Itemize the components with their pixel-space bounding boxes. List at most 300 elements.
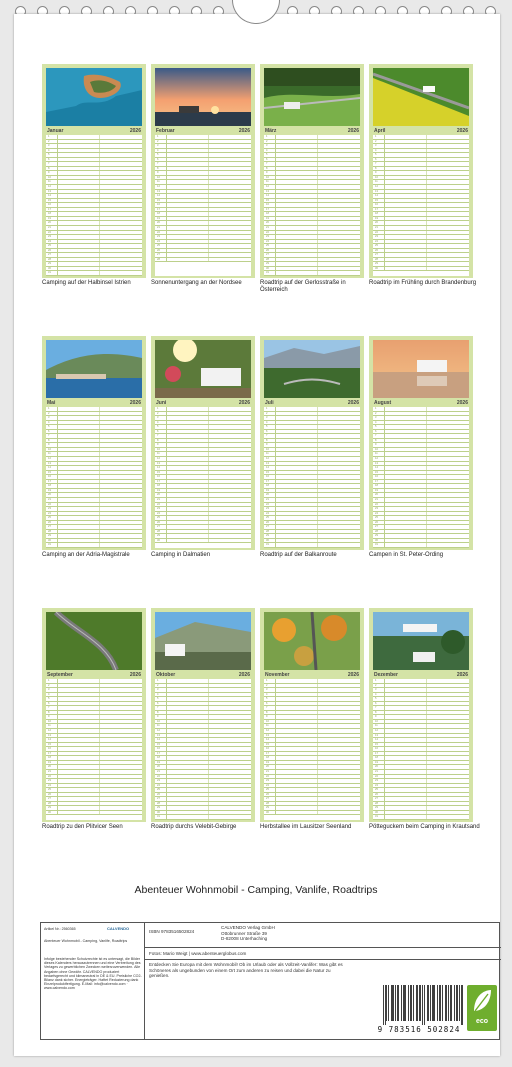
day-number: 17 bbox=[375, 751, 378, 755]
day-number: 26 bbox=[375, 248, 378, 252]
day-number: 7 bbox=[266, 706, 268, 710]
day-number: 19 bbox=[48, 488, 51, 492]
day-number: 23 bbox=[266, 507, 269, 511]
barcode-bar bbox=[393, 985, 394, 1021]
day-number: 22 bbox=[157, 502, 160, 506]
barcode bbox=[373, 985, 465, 1035]
day-number: 7 bbox=[375, 434, 377, 438]
month-card bbox=[151, 64, 255, 278]
day-number: 14 bbox=[157, 194, 160, 198]
day-number: 30 bbox=[375, 538, 378, 542]
day-number: 13 bbox=[157, 733, 160, 737]
day-number: 18 bbox=[48, 756, 51, 760]
day-number: 4 bbox=[375, 420, 377, 424]
barcode-bar bbox=[405, 985, 406, 1021]
day-number: 17 bbox=[48, 479, 51, 483]
day-number: 8 bbox=[266, 166, 268, 170]
day-number: 25 bbox=[266, 516, 269, 520]
day-number: 5 bbox=[375, 697, 377, 701]
day-number: 14 bbox=[375, 466, 378, 470]
day-number: 14 bbox=[266, 466, 269, 470]
day-number: 20 bbox=[266, 493, 269, 497]
day-number: 15 bbox=[157, 470, 160, 474]
barcode-bar bbox=[439, 985, 440, 1021]
barcode-bar bbox=[398, 985, 399, 1021]
day-number: 20 bbox=[266, 765, 269, 769]
month-year: 2026 bbox=[347, 128, 359, 134]
day-number: 17 bbox=[157, 207, 160, 211]
month-header bbox=[373, 399, 469, 407]
day-number: 21 bbox=[157, 497, 160, 501]
day-number: 1 bbox=[157, 407, 159, 410]
day-number: 25 bbox=[157, 516, 160, 520]
day-number: 11 bbox=[266, 180, 269, 184]
barcode-bars bbox=[383, 985, 463, 1025]
day-number: 25 bbox=[48, 788, 51, 792]
day-number: 16 bbox=[157, 203, 160, 207]
legal-text: Infolge bestehender Schutzrechte ist es untersagt, die Bilder dieses Kalenders herauszutrennen und eine Verbreitung des Verlages zu gewerblichen Zwecken weiterzuverwenden. Alle Angaben ohne Gewähr. CALVENDO produziert bedarfsgerecht und klimaneutral in DE & EU. Preisliche CO2-Bilanz dank sicher. Energieträger. Haftet Reduzierung dank Einzelproduktfertigung. E-Mail: info@calvendo.com · www.calvendo.com bbox=[44, 957, 142, 991]
day-number: 9 bbox=[266, 715, 268, 719]
day-number: 9 bbox=[266, 171, 268, 175]
day-number: 17 bbox=[266, 751, 269, 755]
day-row bbox=[264, 811, 360, 816]
day-grid bbox=[155, 135, 251, 276]
day-row bbox=[155, 539, 251, 544]
day-number: 23 bbox=[48, 779, 51, 783]
month-header bbox=[155, 671, 251, 679]
description: Entdecken Sie Europa mit dem Wohnmobil! Ob im Urlaub oder als Vollzeit-Vanlifer: Was gibt es Schöneres als ungebunden von einem Ort zum anderen zu reisen und dabei die Natur zu genießen. bbox=[149, 962, 343, 979]
day-number: 3 bbox=[266, 144, 268, 148]
day-number: 31 bbox=[375, 815, 378, 819]
day-number: 6 bbox=[375, 429, 377, 433]
day-number: 20 bbox=[375, 765, 378, 769]
day-number: 6 bbox=[157, 429, 159, 433]
day-number: 25 bbox=[157, 244, 160, 248]
month-year: 2026 bbox=[347, 672, 359, 678]
day-number: 9 bbox=[266, 443, 268, 447]
day-number: 2 bbox=[266, 683, 268, 687]
day-number: 23 bbox=[157, 235, 160, 239]
day-number: 10 bbox=[266, 447, 269, 451]
day-number: 15 bbox=[375, 742, 378, 746]
day-number: 2 bbox=[375, 683, 377, 687]
day-number: 10 bbox=[48, 719, 51, 723]
day-number: 20 bbox=[48, 765, 51, 769]
month-card bbox=[369, 64, 473, 278]
month-name: Juni bbox=[156, 400, 167, 406]
day-grid bbox=[264, 679, 360, 820]
day-number: 2 bbox=[375, 139, 377, 143]
day-number: 28 bbox=[266, 801, 269, 805]
day-grid bbox=[373, 135, 469, 276]
day-number: 23 bbox=[375, 507, 378, 511]
day-number: 6 bbox=[266, 429, 268, 433]
day-number: 5 bbox=[48, 697, 50, 701]
day-number: 25 bbox=[48, 516, 51, 520]
day-number: 25 bbox=[48, 244, 51, 248]
publisher-line: Ottobrunner Straße 39 bbox=[221, 930, 267, 936]
divider bbox=[145, 959, 501, 960]
month-year: 2026 bbox=[456, 128, 468, 134]
day-number: 26 bbox=[266, 248, 269, 252]
day-number: 25 bbox=[375, 516, 378, 520]
day-number: 9 bbox=[375, 715, 377, 719]
barcode-bar bbox=[422, 985, 423, 1025]
month-name: Februar bbox=[156, 128, 175, 134]
day-number: 1 bbox=[48, 679, 50, 682]
day-number: 21 bbox=[375, 497, 378, 501]
day-number: 24 bbox=[266, 783, 269, 787]
day-number: 16 bbox=[266, 475, 269, 479]
month-name: April bbox=[374, 128, 386, 134]
day-number: 28 bbox=[48, 801, 51, 805]
day-number: 22 bbox=[375, 230, 378, 234]
day-number: 10 bbox=[157, 447, 160, 451]
day-number: 7 bbox=[375, 706, 377, 710]
day-number: 8 bbox=[266, 710, 268, 714]
barcode-bar bbox=[434, 985, 435, 1021]
day-number: 28 bbox=[266, 257, 269, 261]
day-number: 5 bbox=[48, 153, 50, 157]
day-number: 13 bbox=[266, 733, 269, 737]
day-number: 27 bbox=[266, 525, 269, 529]
barcode-bar bbox=[417, 985, 418, 1021]
day-number: 18 bbox=[266, 212, 269, 216]
day-number: 14 bbox=[375, 194, 378, 198]
month-card bbox=[151, 608, 255, 822]
day-number: 18 bbox=[375, 756, 378, 760]
month-card bbox=[260, 336, 364, 550]
barcode-bar bbox=[401, 985, 402, 1021]
month-year: 2026 bbox=[129, 400, 141, 406]
day-number: 29 bbox=[266, 262, 269, 266]
day-number: 26 bbox=[375, 520, 378, 524]
day-grid bbox=[155, 679, 251, 820]
day-number: 24 bbox=[375, 511, 378, 515]
day-number: 2 bbox=[375, 411, 377, 415]
day-number: 2 bbox=[48, 411, 50, 415]
day-number: 16 bbox=[266, 747, 269, 751]
day-row bbox=[155, 258, 251, 263]
month-year: 2026 bbox=[238, 128, 250, 134]
day-number: 7 bbox=[48, 706, 50, 710]
day-number: 29 bbox=[157, 534, 160, 538]
day-number: 19 bbox=[48, 216, 51, 220]
day-number: 10 bbox=[375, 719, 378, 723]
month-card bbox=[42, 608, 146, 822]
day-number: 26 bbox=[48, 792, 51, 796]
day-number: 20 bbox=[157, 493, 160, 497]
day-number: 3 bbox=[48, 144, 50, 148]
day-number: 23 bbox=[157, 507, 160, 511]
month-card bbox=[369, 336, 473, 550]
day-number: 31 bbox=[48, 271, 51, 275]
day-number: 26 bbox=[48, 520, 51, 524]
month-year: 2026 bbox=[129, 672, 141, 678]
month-caption: Roadtrip auf der Gerlosstraße in Österreich bbox=[260, 280, 346, 293]
day-number: 27 bbox=[266, 253, 269, 257]
day-number: 24 bbox=[157, 239, 160, 243]
day-number: 26 bbox=[375, 792, 378, 796]
day-number: 30 bbox=[48, 538, 51, 542]
day-number: 25 bbox=[375, 244, 378, 248]
barcode-bar bbox=[448, 985, 449, 1021]
month-caption: Camping in Dalmatien bbox=[151, 552, 211, 558]
month-caption: Herbstallee im Lausitzer Seenland bbox=[260, 824, 352, 830]
day-number: 23 bbox=[157, 779, 160, 783]
day-number: 24 bbox=[48, 511, 51, 515]
day-number: 20 bbox=[375, 493, 378, 497]
month-name: Januar bbox=[47, 128, 64, 134]
barcode-bar bbox=[432, 985, 433, 1021]
day-number: 16 bbox=[375, 747, 378, 751]
day-number: 22 bbox=[157, 230, 160, 234]
barcode-bar bbox=[428, 985, 429, 1021]
day-number: 8 bbox=[375, 438, 377, 442]
day-number: 26 bbox=[48, 248, 51, 252]
day-row bbox=[264, 271, 360, 276]
day-number: 3 bbox=[48, 416, 50, 420]
day-number: 19 bbox=[266, 216, 269, 220]
day-number: 13 bbox=[48, 461, 51, 465]
day-number: 15 bbox=[48, 742, 51, 746]
day-number: 16 bbox=[157, 747, 160, 751]
day-grid bbox=[155, 407, 251, 548]
day-number: 19 bbox=[266, 488, 269, 492]
day-number: 28 bbox=[157, 257, 160, 261]
day-number: 19 bbox=[157, 488, 160, 492]
month-photo bbox=[373, 340, 469, 398]
day-number: 21 bbox=[375, 225, 378, 229]
day-number: 11 bbox=[157, 452, 160, 456]
month-name: März bbox=[265, 128, 277, 134]
day-number: 27 bbox=[157, 253, 160, 257]
article-number: Artikel Nr.: 2560365 bbox=[44, 927, 76, 931]
month-header bbox=[264, 671, 360, 679]
day-number: 21 bbox=[375, 769, 378, 773]
day-number: 28 bbox=[48, 529, 51, 533]
month-card bbox=[369, 608, 473, 822]
day-number: 29 bbox=[266, 806, 269, 810]
barcode-bar bbox=[454, 985, 455, 1021]
day-number: 23 bbox=[48, 507, 51, 511]
month-photo bbox=[264, 340, 360, 398]
month-name: Oktober bbox=[156, 672, 176, 678]
day-number: 7 bbox=[157, 434, 159, 438]
day-number: 3 bbox=[266, 688, 268, 692]
month-caption: Camping auf der Halbinsel Istrien bbox=[42, 280, 131, 286]
day-number: 20 bbox=[48, 221, 51, 225]
eco-label: eco bbox=[475, 1018, 489, 1025]
day-number: 5 bbox=[266, 153, 268, 157]
day-number: 19 bbox=[266, 760, 269, 764]
month-header bbox=[155, 399, 251, 407]
barcode-bar bbox=[462, 985, 463, 1025]
day-number: 25 bbox=[157, 788, 160, 792]
barcode-bar bbox=[385, 985, 386, 1025]
day-number: 6 bbox=[48, 701, 50, 705]
month-year: 2026 bbox=[456, 400, 468, 406]
month-photo bbox=[264, 612, 360, 670]
day-number: 16 bbox=[375, 203, 378, 207]
day-number: 27 bbox=[375, 253, 378, 257]
day-number: 30 bbox=[266, 538, 269, 542]
day-number: 31 bbox=[375, 543, 378, 547]
day-number: 30 bbox=[157, 538, 160, 542]
day-number: 15 bbox=[266, 470, 269, 474]
day-number: 11 bbox=[375, 180, 378, 184]
day-number: 13 bbox=[375, 189, 378, 193]
day-number: 5 bbox=[266, 425, 268, 429]
day-number: 4 bbox=[375, 148, 377, 152]
day-number: 28 bbox=[48, 257, 51, 261]
day-number: 22 bbox=[375, 502, 378, 506]
day-number: 23 bbox=[266, 235, 269, 239]
day-number: 6 bbox=[266, 157, 268, 161]
day-number: 22 bbox=[48, 774, 51, 778]
day-number: 13 bbox=[157, 461, 160, 465]
day-number: 1 bbox=[157, 679, 159, 682]
day-number: 6 bbox=[375, 157, 377, 161]
barcode-number: 9 783516 502824 bbox=[377, 1025, 461, 1034]
barcode-bar bbox=[437, 985, 438, 1021]
month-name: November bbox=[265, 672, 290, 678]
barcode-bar bbox=[395, 985, 396, 1021]
day-number: 15 bbox=[266, 742, 269, 746]
barcode-bar bbox=[408, 985, 409, 1021]
month-year: 2026 bbox=[347, 400, 359, 406]
day-number: 27 bbox=[157, 797, 160, 801]
day-number: 18 bbox=[48, 212, 51, 216]
day-number: 9 bbox=[375, 443, 377, 447]
day-number: 4 bbox=[266, 148, 268, 152]
day-row bbox=[264, 543, 360, 548]
day-number: 13 bbox=[266, 461, 269, 465]
day-number: 27 bbox=[48, 525, 51, 529]
day-number: 1 bbox=[266, 407, 268, 410]
day-number: 8 bbox=[48, 166, 50, 170]
day-number: 14 bbox=[48, 466, 51, 470]
day-row bbox=[373, 543, 469, 548]
day-number: 30 bbox=[375, 266, 378, 270]
day-number: 28 bbox=[375, 801, 378, 805]
day-number: 1 bbox=[48, 135, 50, 138]
day-number: 14 bbox=[157, 738, 160, 742]
day-number: 7 bbox=[157, 706, 159, 710]
day-number: 16 bbox=[266, 203, 269, 207]
day-number: 22 bbox=[48, 230, 51, 234]
day-number: 30 bbox=[48, 810, 51, 814]
day-number: 9 bbox=[375, 171, 377, 175]
day-number: 24 bbox=[48, 783, 51, 787]
day-number: 29 bbox=[375, 262, 378, 266]
day-grid bbox=[373, 407, 469, 548]
day-number: 17 bbox=[48, 207, 51, 211]
month-card bbox=[260, 64, 364, 278]
publisher-line: CALVENDO Verlag GmbH bbox=[221, 925, 275, 930]
day-number: 5 bbox=[157, 697, 159, 701]
month-year: 2026 bbox=[238, 400, 250, 406]
day-number: 29 bbox=[48, 806, 51, 810]
day-number: 24 bbox=[157, 783, 160, 787]
day-number: 24 bbox=[48, 239, 51, 243]
day-number: 11 bbox=[375, 724, 378, 728]
day-number: 12 bbox=[375, 729, 378, 733]
day-number: 1 bbox=[266, 679, 268, 682]
day-number: 25 bbox=[266, 788, 269, 792]
day-number: 4 bbox=[157, 692, 159, 696]
day-number: 16 bbox=[48, 747, 51, 751]
day-number: 15 bbox=[266, 198, 269, 202]
day-number: 1 bbox=[48, 407, 50, 410]
day-number: 4 bbox=[48, 148, 50, 152]
day-number: 6 bbox=[157, 157, 159, 161]
day-number: 10 bbox=[157, 719, 160, 723]
day-number: 2 bbox=[157, 139, 159, 143]
day-number: 27 bbox=[266, 797, 269, 801]
day-number: 30 bbox=[375, 810, 378, 814]
day-number: 29 bbox=[48, 262, 51, 266]
day-number: 16 bbox=[48, 475, 51, 479]
day-number: 19 bbox=[157, 760, 160, 764]
day-number: 3 bbox=[375, 688, 377, 692]
day-number: 8 bbox=[266, 438, 268, 442]
day-number: 15 bbox=[157, 742, 160, 746]
barcode-bar bbox=[442, 985, 443, 1021]
day-number: 1 bbox=[157, 135, 159, 138]
day-number: 19 bbox=[48, 760, 51, 764]
month-photo bbox=[46, 612, 142, 670]
day-grid bbox=[46, 135, 142, 276]
month-photo bbox=[155, 68, 251, 126]
month-name: Dezember bbox=[374, 672, 398, 678]
day-number: 28 bbox=[157, 529, 160, 533]
day-grid bbox=[373, 679, 469, 820]
barcode-bar bbox=[457, 985, 458, 1021]
day-number: 3 bbox=[48, 688, 50, 692]
day-number: 12 bbox=[157, 185, 160, 189]
product-name: Abenteuer Wohnmobil - Camping, Vanlife, Roadtrips bbox=[44, 939, 128, 943]
barcode-bar bbox=[450, 985, 451, 1021]
day-number: 21 bbox=[48, 497, 51, 501]
day-number: 6 bbox=[266, 701, 268, 705]
day-number: 9 bbox=[157, 715, 159, 719]
day-number: 13 bbox=[157, 189, 160, 193]
day-number: 27 bbox=[375, 797, 378, 801]
month-header bbox=[373, 671, 469, 679]
day-number: 21 bbox=[266, 225, 269, 229]
day-number: 8 bbox=[48, 710, 50, 714]
day-number: 6 bbox=[157, 701, 159, 705]
day-number: 22 bbox=[157, 774, 160, 778]
barcode-bar bbox=[388, 985, 389, 1021]
day-number: 3 bbox=[375, 416, 377, 420]
month-name: Mai bbox=[47, 400, 56, 406]
month-photo bbox=[46, 340, 142, 398]
day-number: 8 bbox=[375, 710, 377, 714]
day-number: 3 bbox=[157, 688, 159, 692]
month-caption: Sonnenuntergang an der Nordsee bbox=[151, 280, 242, 286]
day-number: 9 bbox=[48, 443, 50, 447]
day-number: 22 bbox=[266, 502, 269, 506]
day-number: 29 bbox=[375, 806, 378, 810]
barcode-bar bbox=[391, 985, 392, 1021]
barcode-bar bbox=[403, 985, 404, 1021]
month-year: 2026 bbox=[456, 672, 468, 678]
day-number: 18 bbox=[266, 756, 269, 760]
day-number: 10 bbox=[48, 175, 51, 179]
day-number: 28 bbox=[157, 801, 160, 805]
